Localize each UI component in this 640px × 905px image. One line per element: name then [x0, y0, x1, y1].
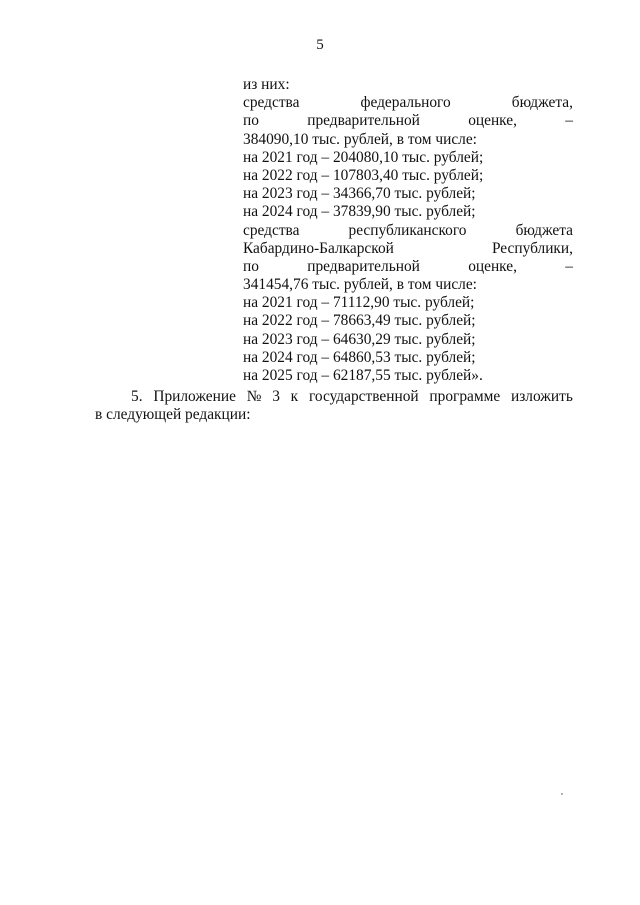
federal-word: – — [565, 112, 573, 130]
federal-line-2 — [243, 112, 573, 130]
federal-year-line: на 2022 год – 107803,40 тыс. рублей; — [243, 166, 484, 184]
republic-word: Республики, — [491, 239, 573, 257]
instruction-line-2: в следующей редакции: — [95, 406, 251, 424]
republic-line-1 — [243, 222, 573, 240]
republic-year-line: на 2021 год – 71112,90 тыс. рублей; — [243, 294, 475, 312]
instruction-word: государственной — [308, 388, 419, 405]
federal-total: 384090,10 тыс. рублей, в том числе: — [243, 130, 477, 148]
scan-speck — [561, 793, 563, 795]
instruction-word: Приложение — [153, 388, 236, 405]
instruction-line-1 — [95, 388, 573, 406]
republic-year-line: на 2023 год – 64630,29 тыс. рублей; — [243, 330, 476, 348]
republic-word: оценке, — [468, 257, 517, 275]
republic-total: 341454,76 тыс. рублей, в том числе: — [243, 276, 477, 294]
federal-word: оценке, — [468, 112, 517, 130]
federal-word: средства — [243, 94, 300, 112]
instruction-word: № — [246, 388, 262, 405]
instruction-word: 3 — [272, 388, 280, 405]
instruction-word: изложить — [510, 388, 573, 405]
republic-word: средства — [243, 221, 300, 239]
republic-word: республиканского — [348, 221, 467, 239]
federal-word: бюджета, — [511, 94, 573, 112]
federal-word: федерального — [360, 94, 451, 112]
federal-word: предварительной — [307, 112, 420, 130]
instruction-word: 5. — [131, 388, 143, 405]
republic-word: предварительной — [307, 257, 420, 275]
federal-year-line: на 2023 год – 34366,70 тыс. рублей; — [243, 185, 476, 203]
instruction-paragraph — [95, 388, 573, 424]
republic-word: по — [243, 257, 259, 275]
funding-block — [243, 76, 573, 385]
funding-intro: из них: — [243, 76, 290, 93]
republic-word: бюджета — [515, 221, 573, 239]
instruction-word: к — [290, 388, 299, 405]
page-number: 5 — [316, 37, 324, 53]
republic-word: Кабардино-Балкарской — [243, 239, 394, 257]
federal-year-line: на 2024 год – 37839,90 тыс. рублей; — [243, 203, 476, 221]
federal-word: по — [243, 112, 259, 130]
federal-year-line: на 2021 год – 204080,10 тыс. рублей; — [243, 148, 484, 166]
republic-word: – — [565, 257, 573, 275]
federal-line-1 — [243, 94, 573, 112]
republic-line-3 — [243, 258, 573, 276]
instruction-word: программе — [429, 388, 501, 405]
republic-year-line: на 2025 год – 62187,55 тыс. рублей». — [243, 367, 483, 384]
republic-year-line: на 2024 год – 64860,53 тыс. рублей; — [243, 348, 476, 366]
republic-line-2 — [243, 240, 573, 258]
republic-year-line: на 2022 год – 78663,49 тыс. рублей; — [243, 312, 476, 330]
